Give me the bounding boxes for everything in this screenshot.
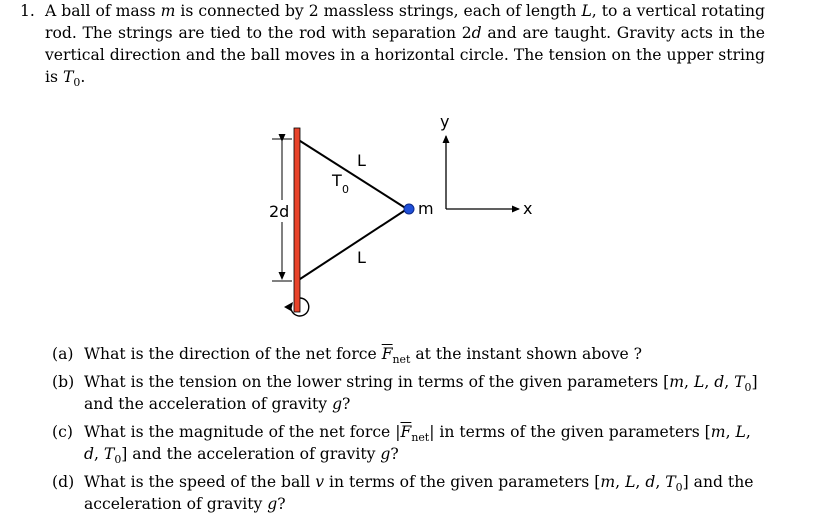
part-text: ] and the acceleration of gravity	[84, 473, 754, 513]
subscript-0: 0	[675, 481, 683, 495]
var-T: T	[103, 445, 115, 463]
part-text: ,	[93, 445, 104, 463]
part-text: ,	[655, 473, 666, 491]
part-text: ,	[724, 373, 735, 391]
label-2d: 2d	[269, 202, 290, 221]
part-label: (a)	[52, 345, 74, 363]
var-T: T	[734, 373, 745, 391]
statement-text: , to a vertical rotating rod. The strings are tied to the rod with separation 2	[45, 2, 766, 42]
var-T: T	[665, 473, 676, 491]
vector-F: $\overline{F}$	[400, 423, 412, 441]
upper-string	[297, 139, 407, 209]
var-g: g	[267, 495, 278, 513]
var-L: L	[693, 373, 705, 391]
var-m: m	[710, 423, 726, 441]
part-text: What is the magnitude of the net force |	[84, 423, 401, 441]
statement-text: A ball of mass	[45, 2, 161, 20]
statement-text: is connected by 2 massless strings, each of length	[175, 2, 582, 20]
part-text: | in terms of the given parameters [	[429, 423, 711, 441]
var-T: T	[62, 68, 74, 86]
subscript-0: 0	[744, 381, 752, 395]
part-text: What is the tension on the lower string in terms of the given parameters [	[84, 373, 670, 391]
vector-F: $\overline{F}$	[381, 345, 393, 363]
part-text: What is the speed of the ball	[84, 473, 316, 491]
var-m: m	[160, 2, 176, 20]
var-v: v	[315, 473, 325, 491]
var-L: L	[625, 473, 636, 491]
part-text: ] and the acceleration of gravity	[84, 373, 758, 413]
statement-text: .	[80, 68, 86, 86]
problem-number: 1.	[20, 2, 35, 20]
label-tension-T: T	[332, 171, 342, 190]
subscript-0: 0	[114, 453, 122, 467]
statement-text: and are taught. Gravity acts in the vertical direction and the ball moves in a horizontal circle. The tension on the upper string is	[45, 24, 765, 86]
part-text: ] and the acceleration of gravity	[121, 445, 381, 463]
label-L-upper: L	[357, 151, 366, 170]
var-m: m	[600, 473, 616, 491]
var-T-subscript: 0	[73, 76, 81, 90]
var-m: m	[669, 373, 685, 391]
part-text: ?	[342, 395, 351, 413]
part-text: ,	[684, 373, 694, 391]
part-text: ,	[745, 423, 751, 441]
part-text: ,	[615, 473, 626, 491]
part-label: (b)	[52, 373, 75, 391]
vertical-rod	[294, 128, 300, 312]
var-L: L	[735, 423, 746, 441]
part-text: at the instant shown above ?	[410, 345, 643, 363]
question-part-a	[52, 343, 762, 365]
question-parts	[52, 343, 762, 521]
part-text: ,	[704, 373, 715, 391]
label-mass: m	[418, 199, 434, 218]
subscript-net: net	[411, 431, 430, 445]
part-text: ?	[277, 495, 286, 513]
var-g: g	[380, 445, 391, 463]
var-g: g	[332, 395, 343, 413]
axis-label-x: x	[523, 199, 533, 218]
label-L-lower: L	[357, 248, 366, 267]
label-tension-subscript: 0	[342, 183, 349, 196]
axis-label-y: y	[440, 112, 450, 131]
question-part-d	[52, 471, 762, 515]
part-text: in terms of the given parameters [	[324, 473, 601, 491]
part-text: ?	[390, 445, 399, 463]
lower-string	[297, 209, 407, 281]
part-label: (d)	[52, 473, 75, 491]
ball	[404, 204, 414, 214]
var-d: d	[84, 445, 94, 463]
part-text: ,	[725, 423, 736, 441]
var-d: d	[471, 24, 482, 42]
part-text: ,	[635, 473, 646, 491]
question-part-b	[52, 371, 762, 415]
var-L: L	[581, 2, 592, 20]
part-text: What is the direction of the net force	[84, 345, 382, 363]
var-d: d	[645, 473, 656, 491]
var-d: d	[714, 373, 725, 391]
part-label: (c)	[52, 423, 73, 441]
question-part-c	[52, 421, 762, 465]
subscript-net: net	[392, 353, 411, 367]
